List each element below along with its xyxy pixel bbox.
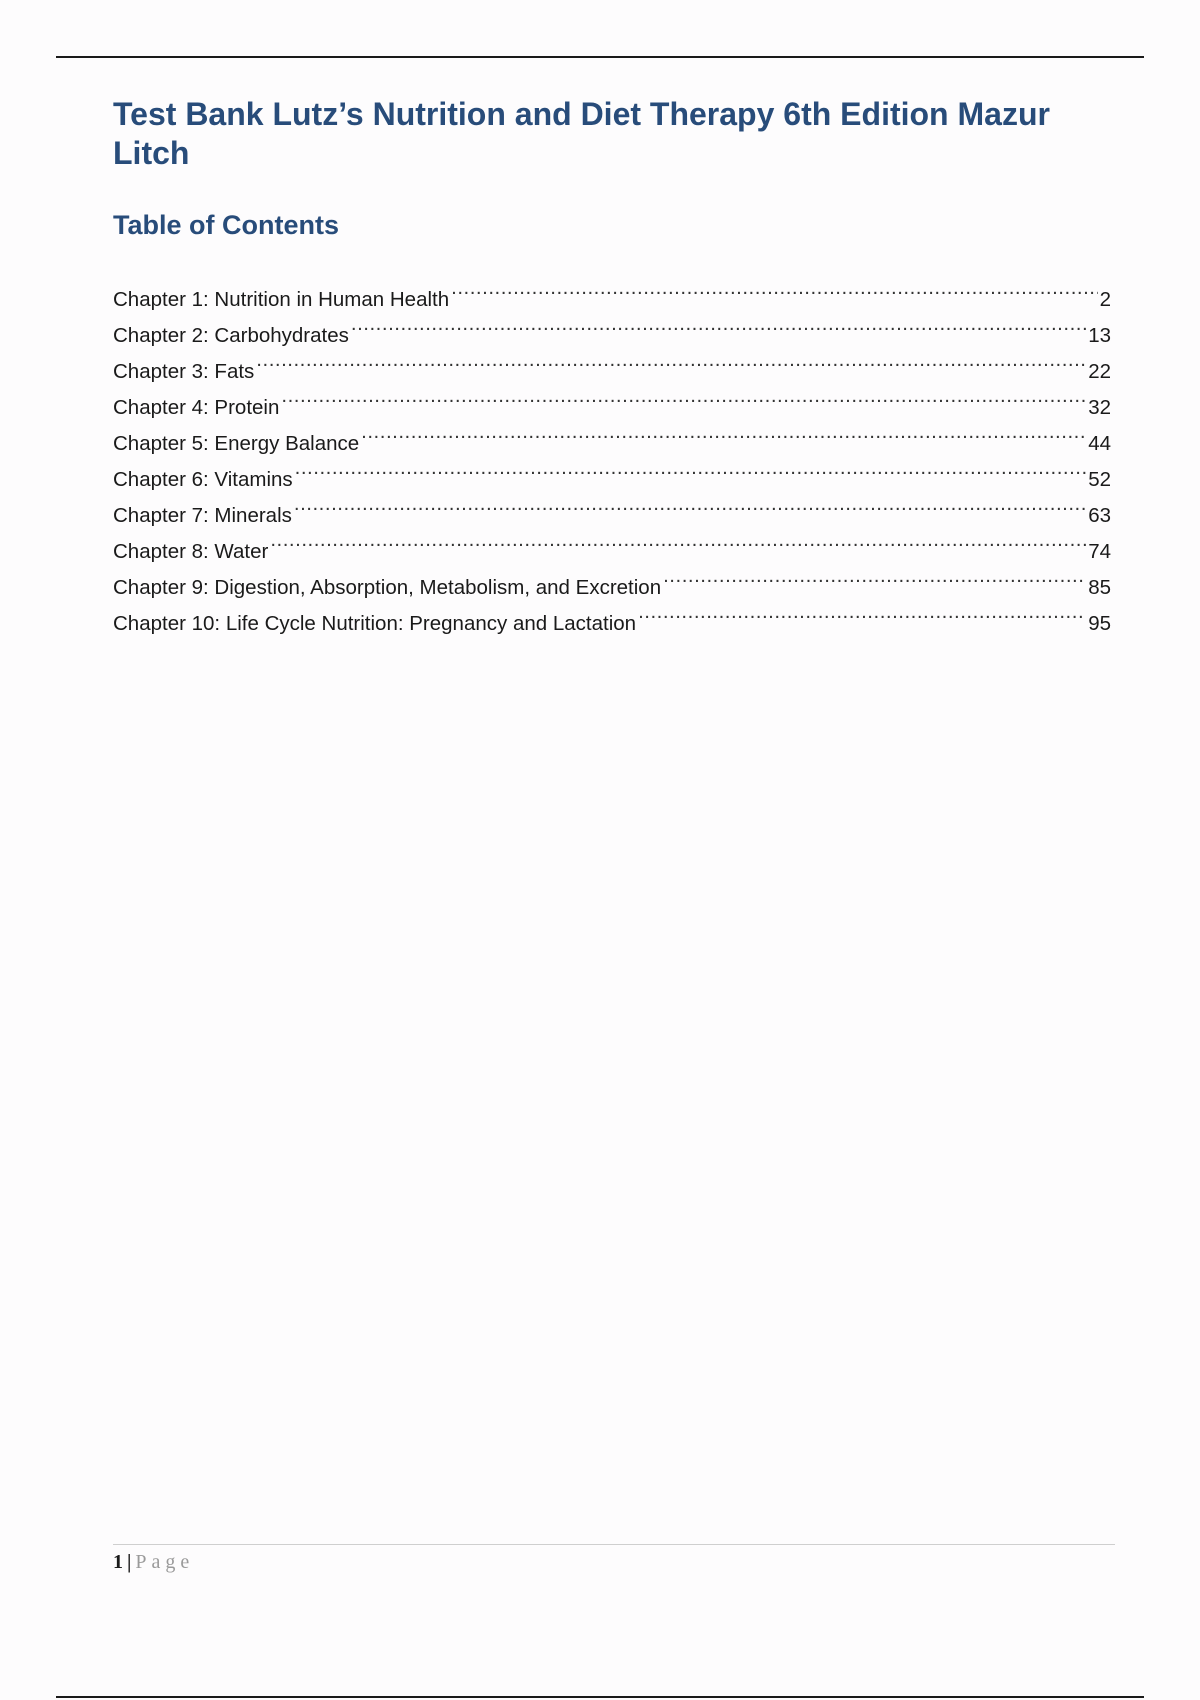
top-divider bbox=[56, 56, 1144, 58]
toc-entry-label: Chapter 5: Energy Balance bbox=[113, 432, 360, 455]
toc-entry-label: Chapter 2: Carbohydrates bbox=[113, 324, 349, 347]
toc-entry-label: Chapter 6: Vitamins bbox=[113, 468, 293, 491]
toc-dot-leader bbox=[361, 414, 1086, 450]
toc-entry-label: Chapter 10: Life Cycle Nutrition: Pregnancy and Lactation bbox=[113, 612, 637, 635]
toc-dot-leader bbox=[270, 522, 1086, 558]
footer-page-word: Page bbox=[135, 1551, 195, 1573]
toc-dot-leader bbox=[295, 450, 1087, 486]
toc-entry-label: Chapter 1: Nutrition in Human Health bbox=[113, 288, 450, 311]
toc-entry-page: 22 bbox=[1088, 360, 1111, 383]
page-footer bbox=[113, 1549, 194, 1575]
toc-entry-chapter-4[interactable] bbox=[113, 378, 1111, 419]
toc-entry-label: Chapter 7: Minerals bbox=[113, 504, 292, 527]
toc-entry-label: Chapter 3: Fats bbox=[113, 360, 255, 383]
toc-heading: Table of Contents bbox=[113, 210, 339, 240]
toc-entry-page: 74 bbox=[1088, 540, 1111, 563]
table-of-contents bbox=[113, 270, 1111, 635]
toc-dot-leader bbox=[294, 486, 1086, 522]
footer-separator: | bbox=[127, 1551, 132, 1573]
toc-dot-leader bbox=[281, 378, 1086, 414]
footer-page-number: 1 bbox=[113, 1551, 123, 1573]
toc-dot-leader bbox=[351, 306, 1086, 342]
toc-entry-chapter-3[interactable] bbox=[113, 342, 1111, 383]
toc-entry-label: Chapter 4: Protein bbox=[113, 396, 280, 419]
document-title: Test Bank Lutz’s Nutrition and Diet Therapy 6th Edition Mazur Litch bbox=[113, 96, 1050, 171]
toc-entry-page: 63 bbox=[1088, 504, 1111, 527]
toc-dot-leader bbox=[256, 342, 1086, 378]
footer-divider bbox=[113, 1544, 1115, 1545]
toc-dot-leader bbox=[663, 558, 1086, 594]
toc-entry-label: Chapter 8: Water bbox=[113, 540, 269, 563]
toc-entry-page: 13 bbox=[1088, 324, 1111, 347]
toc-entry-page: 85 bbox=[1088, 576, 1111, 599]
toc-dot-leader bbox=[638, 594, 1086, 630]
toc-entry-page: 95 bbox=[1088, 612, 1111, 635]
toc-entry-page: 52 bbox=[1088, 468, 1111, 491]
toc-entry-page: 2 bbox=[1099, 288, 1111, 311]
bottom-divider bbox=[56, 1696, 1144, 1698]
toc-entry-label: Chapter 9: Digestion, Absorption, Metabolism, and Excretion bbox=[113, 576, 662, 599]
toc-entry-page: 44 bbox=[1088, 432, 1111, 455]
toc-entry-chapter-1[interactable] bbox=[113, 270, 1111, 311]
toc-dot-leader bbox=[451, 270, 1097, 306]
toc-entry-page: 32 bbox=[1088, 396, 1111, 419]
